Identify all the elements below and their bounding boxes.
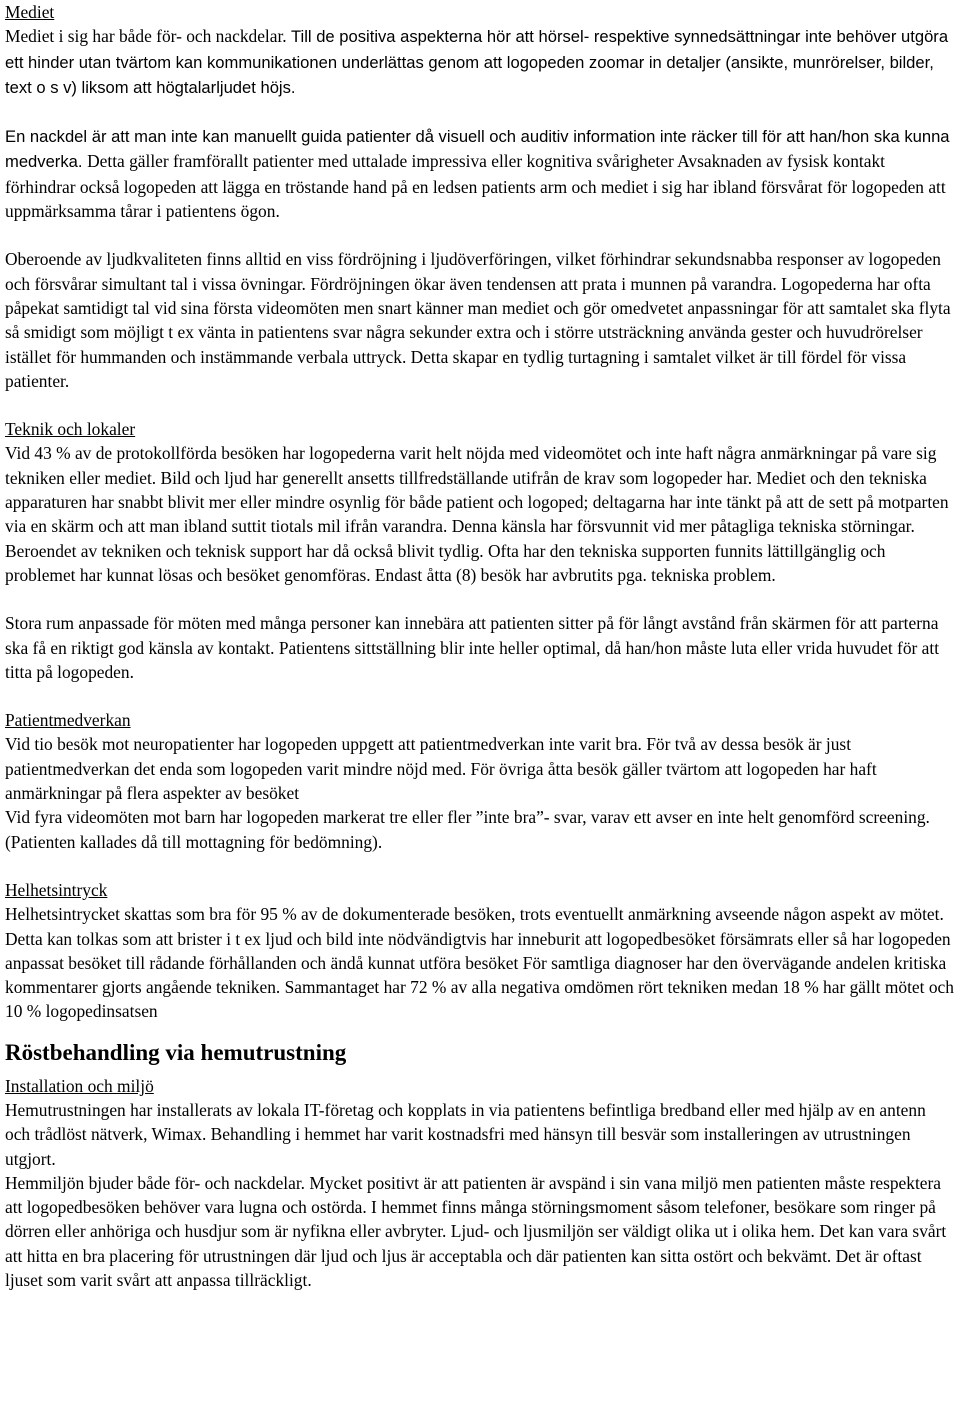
paragraph-patient-1: Vid tio besök mot neuropatienter har logopeden uppgett att patientmedverkan inte varit bra. För två av dessa besök är just patientmedverkan det enda som logopeden varit mindre nöjd med. För övriga åtta besök gäller tvärtom att logopeden har haft anmärkningar på flera aspekter av besöket [5,734,877,804]
paragraph-mediet-1-rest: Till de positiva aspekterna hör att hörsel- respektive synnedsättningar inte behöver utgöra ett hinder utan tvärtom kan kommunikationen underlättas genom att logopeden zoomar in detaljer (ansikte, munrörelser, bilder, text o s v) liksom att högtalarljudet höjs. [5,27,949,97]
chapter-title-rostbehandling: Röstbehandling via hemutrustning [5,1039,347,1065]
paragraph-patient-2: Vid fyra videomöten mot barn har logopeden markerat tre eller fler ”inte bra”- svar, varav ett avser en inte helt genomförd screening. (Patienten kallades då till mottagning för bedömning). [5,807,930,852]
paragraph-mediet-3: Oberoende av ljudkvaliteten finns alltid en viss fördröjning i ljudöverföringen, vilket förhindrar sekundsnabba responser av logopeden och försvårar simultant tal i vissa övningar. Fördröjningen ökar även tendensen att prata i munnen på varandra. Logopederna har ofta påpekat samtidigt tal vid sina första videomöten men snart känner man mediet och gör omedvetet anpassningar för att samtalet ska flyta så smidigt som möjligt t ex vänta in patientens svar några sekunder extra och i större utsträckning använda gester och huvudrörelser istället för hummanden och instämmande verbala uttryck. Detta skapar en tydlig turtagning i samtalet vilket är till fördel för vissa patienter. [5,249,951,391]
section-heading-mediet: Mediet [5,2,55,22]
paragraph-teknik-1: Vid 43 % av de protokollförda besöken har logopederna varit helt nöjda med videomötet och inte haft några anmärkningar på vare sig tekniken eller mediet. Bild och ljud har generellt ansetts tillfredställande utifrån de krav som logopeder har. Mediet och den tekniska apparaturen har snabbt blivit mer eller mindre osynlig för både patient och logoped; deltagarna har inte tänkt på att de sett på motparten via en skärm och att man ibland suttit tiotals mil ifrån varandra. Denna känsla har försvunnit vid mer påtagliga tekniska störningar. Beroendet av tekniken och teknisk support har då också blivit tydlig. Ofta har den tekniska supporten funnits lättillgänglig och problemet har kunnat lösas och besöket genomföras. Endast åtta (8) besök har avbrutits pga. tekniska problem. [5,443,949,585]
paragraph-mediet-1-lead: Mediet i sig har både för- och nackdelar. [5,26,292,47]
section-heading-installation: Installation och miljö [5,1075,154,1096]
section-heading-helhetsintryck: Helhetsintryck [5,879,108,900]
section-heading-patientmedverkan: Patientmedverkan [5,710,131,731]
paragraph-mediet-1 [5,24,955,100]
section-heading-teknik: Teknik och lokaler [5,419,136,440]
paragraph-mediet-2-lead: En nackdel är att man inte kan manuellt guida patienter då visuell och auditiv information inte räcker till för att han/hon ska kunna medverka. [5,127,950,172]
paragraph-mediet-2-rest: Detta gäller framförallt patienter med uttalade impressiva eller kognitiva svårigheter Avsaknaden av fysisk kontakt förhindrar också logopeden att lägga en tröstande hand på en ledsen patients arm och mediet i sig har ibland försvårat för logopeden att uppmärksamma tårar i patientens ögon. [5,151,946,222]
paragraph-helhet-1: Helhetsintrycket skattas som bra för 95 % av de dokumenterade besöken, trots eventuellt anmärkning avseende någon aspekt av mötet. Detta kan tolkas som att brister i t ex ljud och bild inte nödvändigtvis har inneburit att logopedbesöket försämrats eller så har logopeden anpassat besöket till rådande förhållanden och ändå kunnat utföra besöket För samtliga diagnoser har den övervägande andelen kritiska kommentarer gjorts angående tekniken. Sammantaget har 72 % av alla negativa omdömen rört tekniken medan 18 % har gällt mötet och 10 % logopedinsatsen [5,904,954,1022]
paragraph-installation-2: Hemmiljön bjuder både för- och nackdelar. Mycket positivt är att patienten är avspänd i sin vana miljö men patienten måste respektera att logopedbesöken behöver vara lugna och ostörda. I hemmet finns många störningsmoment såsom telefoner, besökare som ringer på dörren eller anhöriga och husdjur som är nyfikna eller avbryter. Ljud- och ljusmiljön ser väldigt olika ut i olika hem. Det kan vara svårt att hitta en bra placering för utrustningen där ljud och ljus är acceptabla och där patienten kan sitta ostört och bekvämt. Det är oftast ljuset som varit svårt att anpassa tillräckligt. [5,1172,947,1291]
paragraph-installation-1: Hemutrustningen har installerats av lokala IT-företag och kopplats in via patientens befintliga bredband eller med hjälp av en antenn och trådlöst nätverk, Wimax. Behandling i hemmet har varit kostnadsfri med hänsyn till besvär som installeringen av utrustningen utgjort. [5,1099,926,1169]
paragraph-mediet-2 [5,124,955,223]
paragraph-teknik-2: Stora rum anpassade för möten med många personer kan innebära att patienten sitter på för långt avstånd från skärmen för att parterna ska få en riktigt god känsla av kontakt. Patientens sittställning blir inte heller optimal, då han/hon måste luta eller vrida huvudet för att titta på logopeden. [5,613,940,682]
